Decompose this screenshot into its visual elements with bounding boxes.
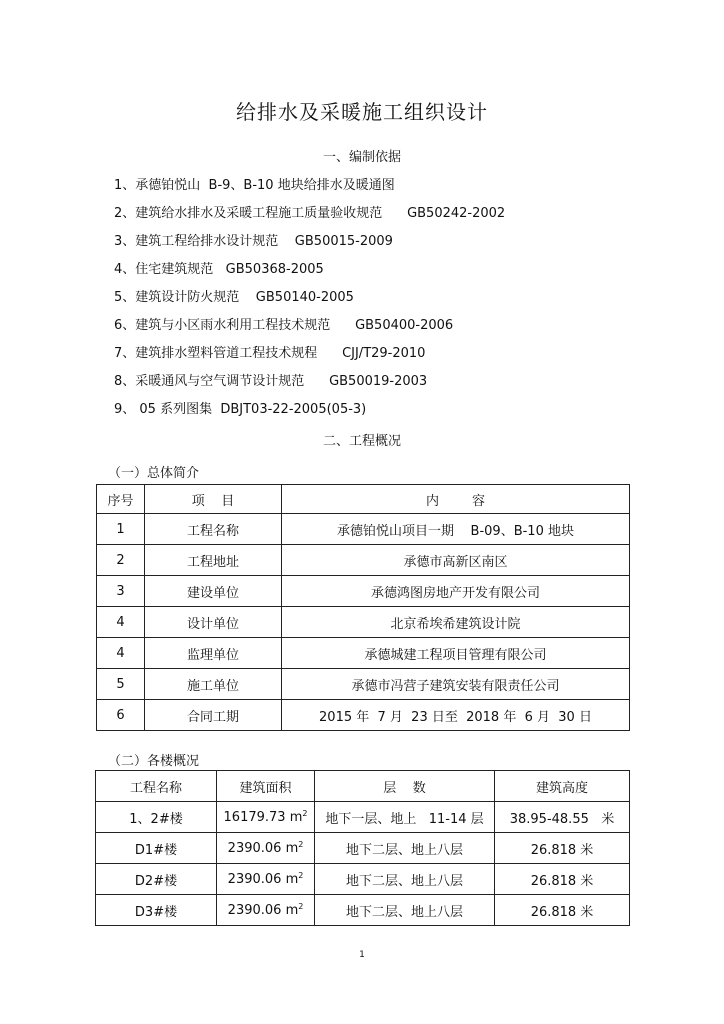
column-header: 工程名称 [96, 771, 217, 802]
column-header: 建筑面积 [217, 771, 315, 802]
table-cell: 6 [97, 700, 145, 731]
basis-item: 9、 05 系列图集 DBJT03-22-2005(05-3) [114, 402, 367, 417]
document-title: 给排水及采暖施工组织设计 [236, 100, 488, 124]
table-cell: D2#楼 [96, 864, 217, 895]
section-heading-overview: 二、工程概况 [322, 434, 401, 449]
table-row [97, 545, 630, 576]
table-cell: 4 [97, 607, 145, 638]
column-header: 序号 [97, 485, 145, 514]
basis-item: 3、建筑工程给排水设计规范 GB50015-2009 [114, 234, 393, 249]
basis-item: 6、建筑与小区雨水利用工程技术规范 GB50400-2006 [114, 318, 454, 333]
basis-item: 4、住宅建筑规范 GB50368-2005 [114, 262, 324, 277]
table-row [97, 576, 630, 607]
column-header: 层 数 [315, 771, 495, 802]
table-cell: 地下二层、地上八层 [315, 864, 495, 895]
table-cell-area [217, 802, 315, 833]
table-row [96, 833, 630, 864]
table-cell: 2015 年 7 月 23 日至 2018 年 6 月 30 日 [282, 700, 630, 731]
table-row [97, 638, 630, 669]
table-row [97, 607, 630, 638]
table-cell-area [217, 895, 315, 926]
table-row [96, 895, 630, 926]
area-value: 2390.06 m [227, 903, 299, 918]
section-heading-basis: 一、编制依据 [322, 150, 401, 165]
table-cell: 地下二层、地上八层 [315, 895, 495, 926]
area-unit-superscript: 2 [302, 809, 308, 818]
area-unit-superscript: 2 [298, 902, 304, 911]
table-row [96, 802, 630, 833]
table-cell: 施工单位 [145, 669, 282, 700]
table-cell: 工程地址 [145, 545, 282, 576]
table-cell: 地下一层、地上 11-14 层 [315, 802, 495, 833]
table-cell: 设计单位 [145, 607, 282, 638]
table-cell: 26.818 米 [495, 895, 630, 926]
table-cell: 4 [97, 638, 145, 669]
area-value: 2390.06 m [227, 841, 299, 856]
table-row [97, 669, 630, 700]
table-cell: 承德城建工程项目管理有限公司 [282, 638, 630, 669]
area-value: 16179.73 m [223, 810, 303, 825]
subsection-heading-buildings: （二）各楼概况 [108, 754, 200, 769]
table-row [97, 700, 630, 731]
table-row [97, 514, 630, 545]
table-cell: 2 [97, 545, 145, 576]
table-cell-area [217, 864, 315, 895]
table-cell: 承德市冯营子建筑安装有限责任公司 [282, 669, 630, 700]
basis-item: 8、采暖通风与空气调节设计规范 GB50019-2003 [114, 374, 428, 389]
buildings-table [95, 770, 630, 926]
table-cell: 3 [97, 576, 145, 607]
area-value: 2390.06 m [227, 872, 299, 887]
table-cell: 地下二层、地上八层 [315, 833, 495, 864]
column-header: 项 目 [145, 485, 282, 514]
table-header-row [96, 771, 630, 802]
table-cell: 监理单位 [145, 638, 282, 669]
table-cell: 承德市高新区南区 [282, 545, 630, 576]
table-header-row [97, 485, 630, 514]
table-cell: 38.95-48.55 米 [495, 802, 630, 833]
table-cell: 26.818 米 [495, 833, 630, 864]
basis-list [114, 178, 505, 430]
table-cell: 5 [97, 669, 145, 700]
table-cell: 1 [97, 514, 145, 545]
table-cell: 1、2#楼 [96, 802, 217, 833]
table-cell: 合同工期 [145, 700, 282, 731]
table-cell: 北京希埃希建筑设计院 [282, 607, 630, 638]
table-cell: 承德铂悦山项目一期 B-09、B-10 地块 [282, 514, 630, 545]
table-cell: 承德鸿图房地产开发有限公司 [282, 576, 630, 607]
basis-item: 1、承德铂悦山 B-9、B-10 地块给排水及暖通图 [114, 178, 395, 193]
page-number: 1 [359, 950, 365, 960]
area-unit-superscript: 2 [298, 840, 304, 849]
table-cell: 工程名称 [145, 514, 282, 545]
general-info-table [96, 484, 630, 731]
area-unit-superscript: 2 [298, 871, 304, 880]
subsection-heading-general: （一）总体简介 [108, 466, 200, 481]
column-header: 内 容 [282, 485, 630, 514]
column-header: 建筑高度 [495, 771, 630, 802]
table-cell: D3#楼 [96, 895, 217, 926]
basis-item: 7、建筑排水塑料管道工程技术规程 CJJ/T29-2010 [114, 346, 426, 361]
table-cell-area [217, 833, 315, 864]
table-cell: D1#楼 [96, 833, 217, 864]
basis-item: 2、建筑给水排水及采暖工程施工质量验收规范 GB50242-2002 [114, 206, 506, 221]
table-cell: 建设单位 [145, 576, 282, 607]
table-row [96, 864, 630, 895]
basis-item: 5、建筑设计防火规范 GB50140-2005 [114, 290, 354, 305]
table-cell: 26.818 米 [495, 864, 630, 895]
